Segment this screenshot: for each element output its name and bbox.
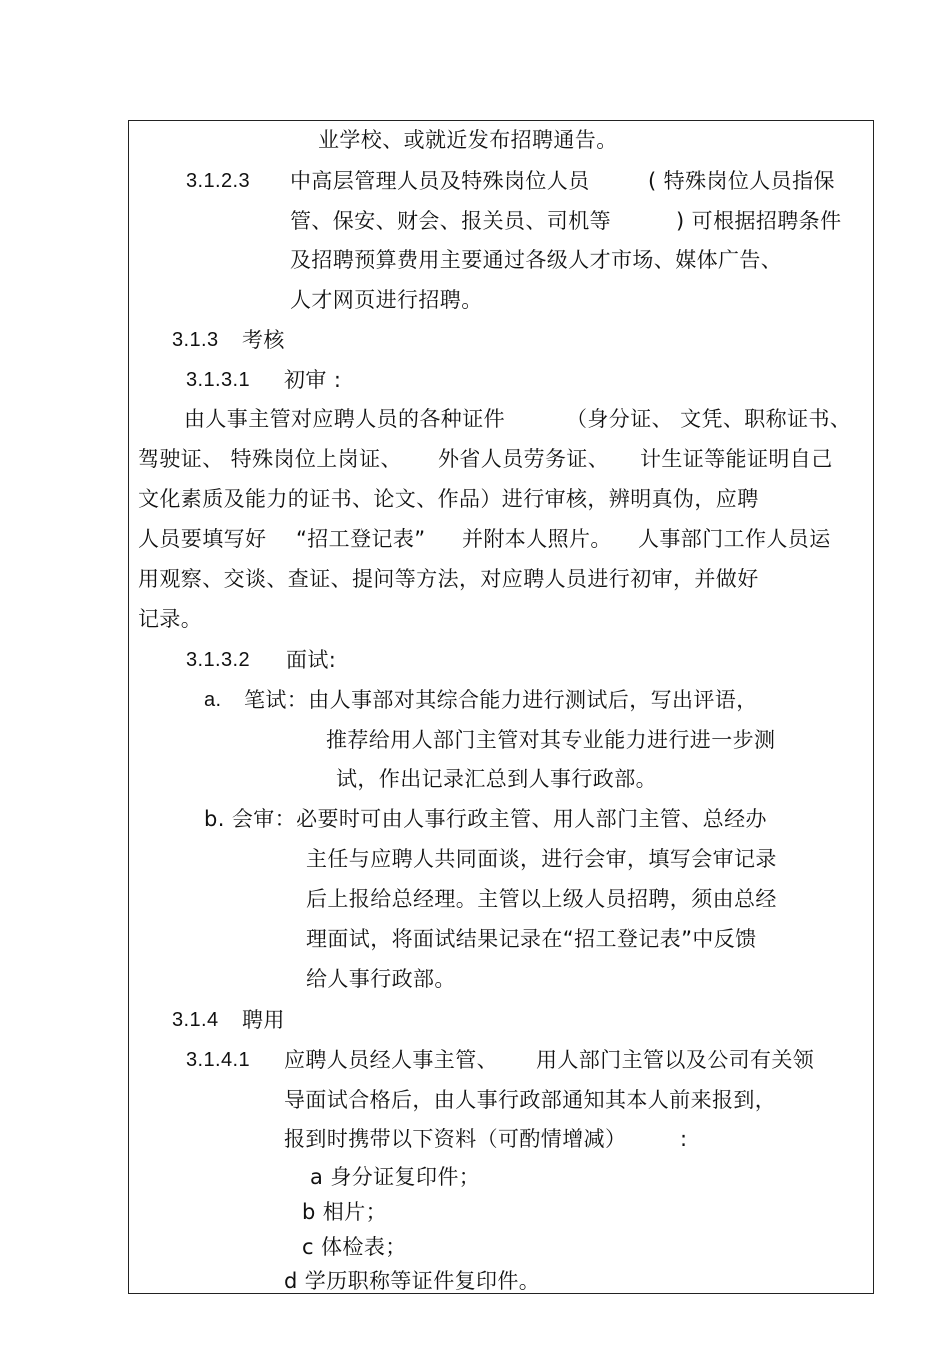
text-line: 人才网页进行招聘。	[290, 288, 483, 312]
text-line: 管、保安、财会、报关员、司机等	[290, 209, 611, 233]
section-heading: 面试:	[286, 648, 337, 672]
section-number: 3.1.3.1	[186, 369, 250, 391]
section-number: 3.1.4	[172, 1009, 219, 1031]
text-line: 驾驶证、 特殊岗位上岗证、	[138, 447, 402, 471]
text-line: 人事部门工作人员运	[638, 527, 831, 551]
section-number: 3.1.4.1	[186, 1049, 250, 1071]
text-line: 人员要填写好	[138, 527, 267, 551]
text-line: 导面试合格后，由人事行政部通知其本人前来报到，	[284, 1088, 777, 1112]
text-line: 笔试：由人事部对其综合能力进行测试后，写出评语，	[244, 688, 758, 712]
text-line: 中高层管理人员及特殊岗位人员	[290, 169, 590, 193]
text-line: 由人事主管对应聘人员的各种证件	[184, 407, 505, 431]
section-number: 3.1.3	[172, 329, 219, 351]
text-line: （身分证、 文凭、职称证书、	[566, 407, 852, 431]
list-item: b 相片；	[302, 1200, 388, 1224]
list-item: a 身分证复印件；	[310, 1165, 481, 1189]
section-heading: 考核	[242, 328, 285, 352]
text-line: 后上报给总经理。主管以上级人员招聘，须由总经	[306, 887, 777, 911]
text-line: 用观察、交谈、查证、提问等方法，对应聘人员进行初审，并做好	[138, 567, 759, 591]
text-line: 主任与应聘人共同面谈，进行会审，填写会审记录	[306, 847, 777, 871]
text-line: 文化素质及能力的证书、论文、作品）进行审核，辨明真伪，应聘	[138, 487, 759, 511]
section-heading: 聘用	[242, 1008, 285, 1032]
section-heading: 初审 :	[284, 368, 342, 392]
text-line: 用人部门主管以及公司有关领	[536, 1048, 815, 1072]
section-number: 3.1.3.2	[186, 649, 250, 671]
list-item: d 学历职称等证件复印件。	[284, 1269, 541, 1293]
text-line: “招工登记表”	[296, 527, 426, 551]
text-line: 应聘人员经人事主管、	[284, 1048, 498, 1072]
text-line: 给人事行政部。	[306, 967, 456, 991]
section-number: 3.1.2.3	[186, 170, 250, 192]
text-line: ) 可根据招聘条件	[676, 209, 842, 233]
text-line: 业学校、或就近发布招聘通告。	[318, 128, 618, 152]
text-line: 报到时携带以下资料（可酌情增减）	[284, 1127, 627, 1151]
text-line: 推荐给用人部门主管对其专业能力进行进一步测	[326, 728, 776, 752]
text-line: ( 特殊岗位人员指保	[648, 169, 835, 193]
text-line: 及招聘预算费用主要通过各级人才市场、媒体广告、	[290, 248, 783, 272]
text-line: 记录。	[138, 607, 203, 631]
list-marker: a.	[204, 689, 222, 711]
text-line: 试，作出记录汇总到人事行政部。	[336, 767, 657, 791]
list-item: c 体检表；	[302, 1235, 407, 1259]
text-line: 理面试，将面试结果记录在“招工登记表”中反馈	[306, 927, 757, 951]
text-line: 外省人员劳务证、	[438, 447, 610, 471]
text-line: 计生证等能证明自己	[640, 447, 833, 471]
text-line: b. 会审：必要时可由人事行政主管、用人部门主管、总经办	[204, 807, 767, 831]
text-line: :	[680, 1127, 688, 1151]
text-line: 并附本人照片。	[462, 527, 612, 551]
